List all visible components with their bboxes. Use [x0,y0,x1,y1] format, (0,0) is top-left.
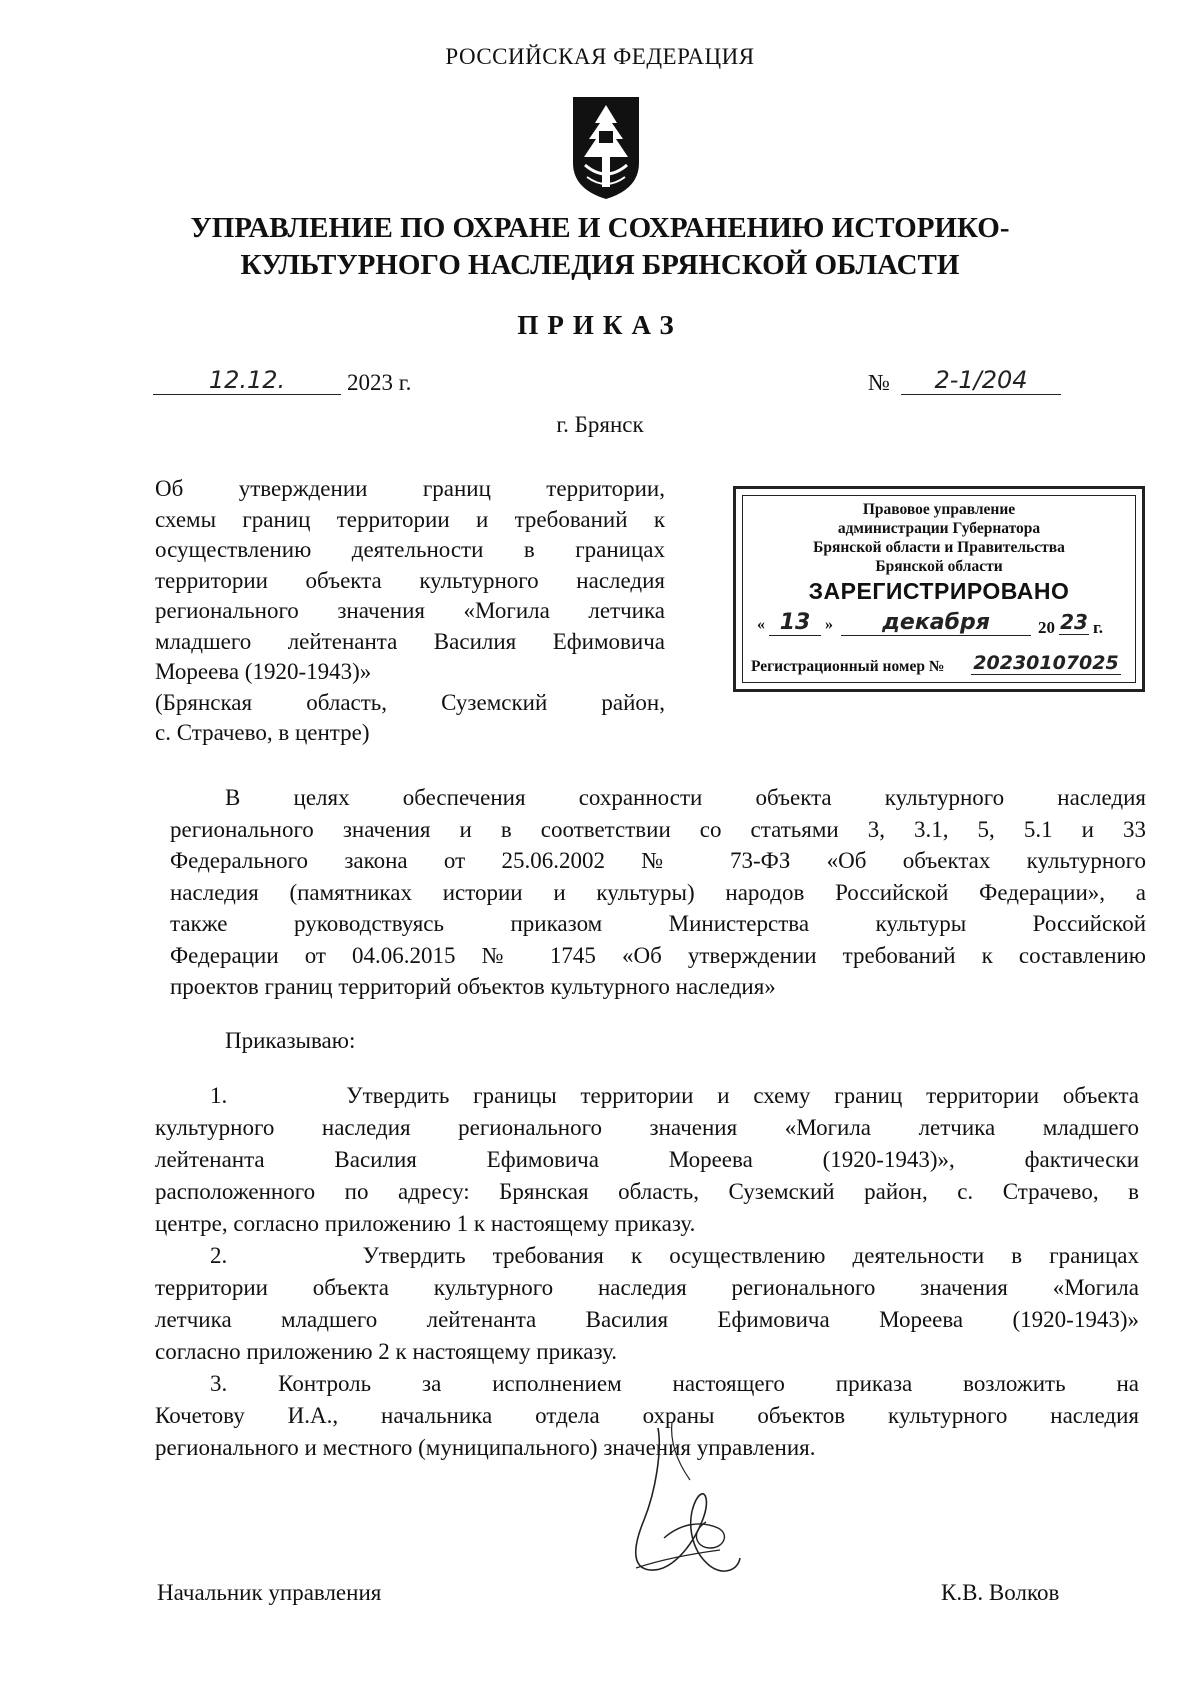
preamble-line: регионального значения и в соответствии со статьями 3, 3.1, 5, 5.1 и 33 [170,816,1146,842]
preamble-line: наследия (памятниках истории и культуры) народов Российской Федерации», а [170,879,1146,905]
subject-line: территории объекта культурного наследия [155,567,665,593]
stamp-reg-number: 20230107025 [971,652,1121,675]
subject-line: регионального значения «Могила летчика [155,598,665,623]
item-line: регионального и местного (муниципального) значения управления. [155,1435,816,1460]
stamp-line: Брянской области [875,558,1003,575]
item-line: расположенного по адресу: Брянская область, Суземский район, с. Страчево, в [155,1179,1139,1204]
preamble-line: В целях обеспечения сохранности объекта культурного наследия [225,785,1146,810]
item-line: летчика младшего лейтенанта Василия Ефимовича Мореева (1920-1943)» [155,1307,1139,1332]
agency-name-line1: УПРАВЛЕНИЕ ПО ОХРАНЕ И СОХРАНЕНИЮ ИСТОРИКО- [190,212,1010,244]
stamp-month: декабря [841,610,1031,636]
item-line: территории объекта культурного наследия регионального значения «Могила [155,1275,1139,1300]
stamp-date-row: « 13 » декабря 20 23 г. [757,610,1104,637]
subject-line: младшего лейтенанта Василия Ефимовича [155,628,665,654]
order-number-label: № [868,370,890,395]
stamp-line: администрации Губернатора [837,520,1041,537]
order-date: 12.12. [153,366,341,395]
item-line: 1. Утвердить границы территории и схему границ территории объекта [210,1083,1139,1108]
order-subject [155,474,665,749]
subject-line: схемы границ территории и требований к [155,506,665,532]
signatory-title: Начальник управления [157,1580,382,1605]
stamp-year-suffix: г. [1093,618,1104,637]
signatory-name: К.В. Волков [941,1580,1060,1605]
item-line: культурного наследия регионального значения «Могила летчика младшего [155,1115,1139,1140]
registration-stamp [733,486,1145,692]
stamp-reg-label: Регистрационный номер № [751,658,945,675]
preamble-line: также руководствуясь приказом Министерства культуры Российской [170,911,1146,936]
order-word: Приказываю: [225,1028,356,1053]
issue-city: г. Брянск [556,412,644,437]
item-line: 2. Утвердить требования к осуществлению деятельности в границах [210,1243,1139,1268]
stamp-reg-row [751,654,1131,680]
order-year: 2023 г. [347,370,412,395]
subject-location-line: с. Страчево, в центре) [155,720,370,745]
preamble [170,782,1146,1003]
preamble-line: Федерального закона от 25.06.2002 № 73-ФЗ «Об объектах культурного [170,848,1146,873]
stamp-status: ЗАРЕГИСТРИРОВАНО [808,578,1070,604]
item-line: 3. Контроль за исполнением настоящего приказа возложить на [210,1371,1139,1396]
subject-line: Об утверждении границ территории, [155,476,665,501]
order-number: 2-1/204 [901,366,1061,395]
stamp-line: Правовое управление [862,501,1016,518]
preamble-line: Федерации от 04.06.2015 № 1745 «Об утверждении требований к составлению [170,942,1146,968]
item-line: лейтенанта Василия Ефимовича Мореева (1920-1943)», фактически [155,1147,1139,1172]
item-line: согласно приложению 2 к настоящему приказу. [155,1339,618,1364]
stamp-line: Брянской области и Правительства [813,539,1065,556]
subject-location-line: (Брянская область, Суземский район, [155,689,665,715]
preamble-line: проектов границ территорий объектов культурного наследия» [170,974,776,999]
country-heading: РОССИЙСКАЯ ФЕДЕРАЦИЯ [445,44,755,69]
handwritten-signature-icon [600,1420,790,1590]
document-type: ПРИКАЗ [517,310,683,340]
item-line: Кочетову И.А., начальника отдела охраны объектов культурного наследия [155,1403,1139,1428]
stamp-year-prefix: 20 [1038,618,1055,637]
item-line: центре, согласно приложению 1 к настоящему приказу. [155,1211,696,1236]
stamp-day: 13 [769,610,821,636]
subject-line: осуществлению деятельности в границах [155,537,665,562]
agency-name [100,210,1100,284]
subject-line: Мореева (1920-1943)» [155,659,372,684]
order-item-1 [155,1080,1139,1240]
stamp-year: 23 [1060,610,1088,634]
agency-name-line2: КУЛЬТУРНОГО НАСЛЕДИЯ БРЯНСКОЙ ОБЛАСТИ [240,249,960,281]
coat-of-arms-icon [569,93,643,203]
order-item-2 [155,1240,1139,1368]
